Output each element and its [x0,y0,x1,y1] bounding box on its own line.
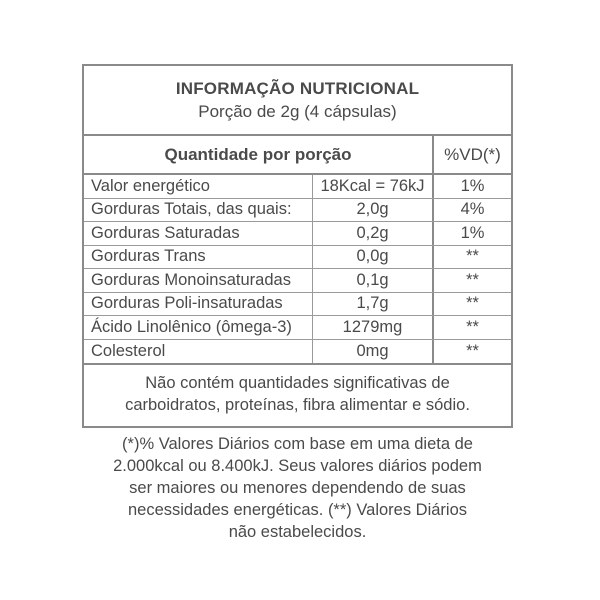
footnote-line: necessidades energéticas. (**) Valores Diários [127,501,468,519]
insignificant-nutrients-note [84,365,511,416]
note-line: carboidratos, proteínas, fibra alimentar e sódio. [125,395,470,414]
serving-size: Porção de 2g (4 cápsulas) [198,102,397,121]
nutrient-amount: 0,2g [312,222,432,245]
nutrient-vd: ** [432,293,511,316]
nutrient-vd: 4% [432,199,511,222]
table-row [84,246,511,270]
table-row [84,293,511,317]
nutrient-amount: 2,0g [312,199,432,222]
table-row [84,199,511,223]
footnote-line: não estabelecidos. [228,523,367,541]
table-row [84,340,511,365]
nutrient-rows [84,175,511,365]
footnote-line: 2.000kcal ou 8.400kJ. Seus valores diários podem [113,457,482,475]
nutrient-name: Gorduras Monoinsaturadas [91,270,291,289]
nutrient-vd: 1% [432,175,511,198]
nutrient-vd: ** [432,316,511,339]
table-row [84,316,511,340]
nutrition-title: INFORMAÇÃO NUTRICIONAL [175,79,420,98]
nutrition-facts-panel [82,64,513,428]
nutrient-amount: 1279mg [312,316,432,339]
nutrient-vd: ** [432,246,511,269]
footnote-line: (*)% Valores Diários com base em uma dieta de [122,435,473,453]
quantity-column-header: Quantidade por porção [164,144,352,164]
table-row [84,175,511,199]
nutrient-name: Valor energético [91,176,210,195]
nutrient-amount: 1,7g [312,293,432,316]
nutrient-name: Gorduras Totais, das quais: [91,200,292,219]
footnote-line: ser maiores ou menores dependendo de suas [129,479,466,497]
vd-column-header: %VD(*) [432,136,511,173]
nutrient-name: Gorduras Poli-insaturadas [91,294,283,313]
note-line: Não contém quantidades significativas de [145,373,450,392]
nutrient-amount: 0mg [312,340,432,363]
nutrient-vd: ** [432,269,511,292]
nutrient-name: Gorduras Saturadas [91,223,240,242]
table-row [84,269,511,293]
table-row [84,222,511,246]
nutrient-vd: 1% [432,222,511,245]
nutrient-amount: 18Kcal = 76kJ [312,175,432,198]
table-header [84,136,511,175]
nutrient-name: Gorduras Trans [91,247,206,266]
nutrient-name: Ácido Linolênico (ômega-3) [91,317,292,336]
nutrient-name: Colesterol [91,341,166,360]
nutrition-header [84,66,511,136]
nutrient-amount: 0,0g [312,246,432,269]
nutrient-vd: ** [432,340,511,363]
nutrient-amount: 0,1g [312,269,432,292]
daily-values-footnote [82,433,513,543]
